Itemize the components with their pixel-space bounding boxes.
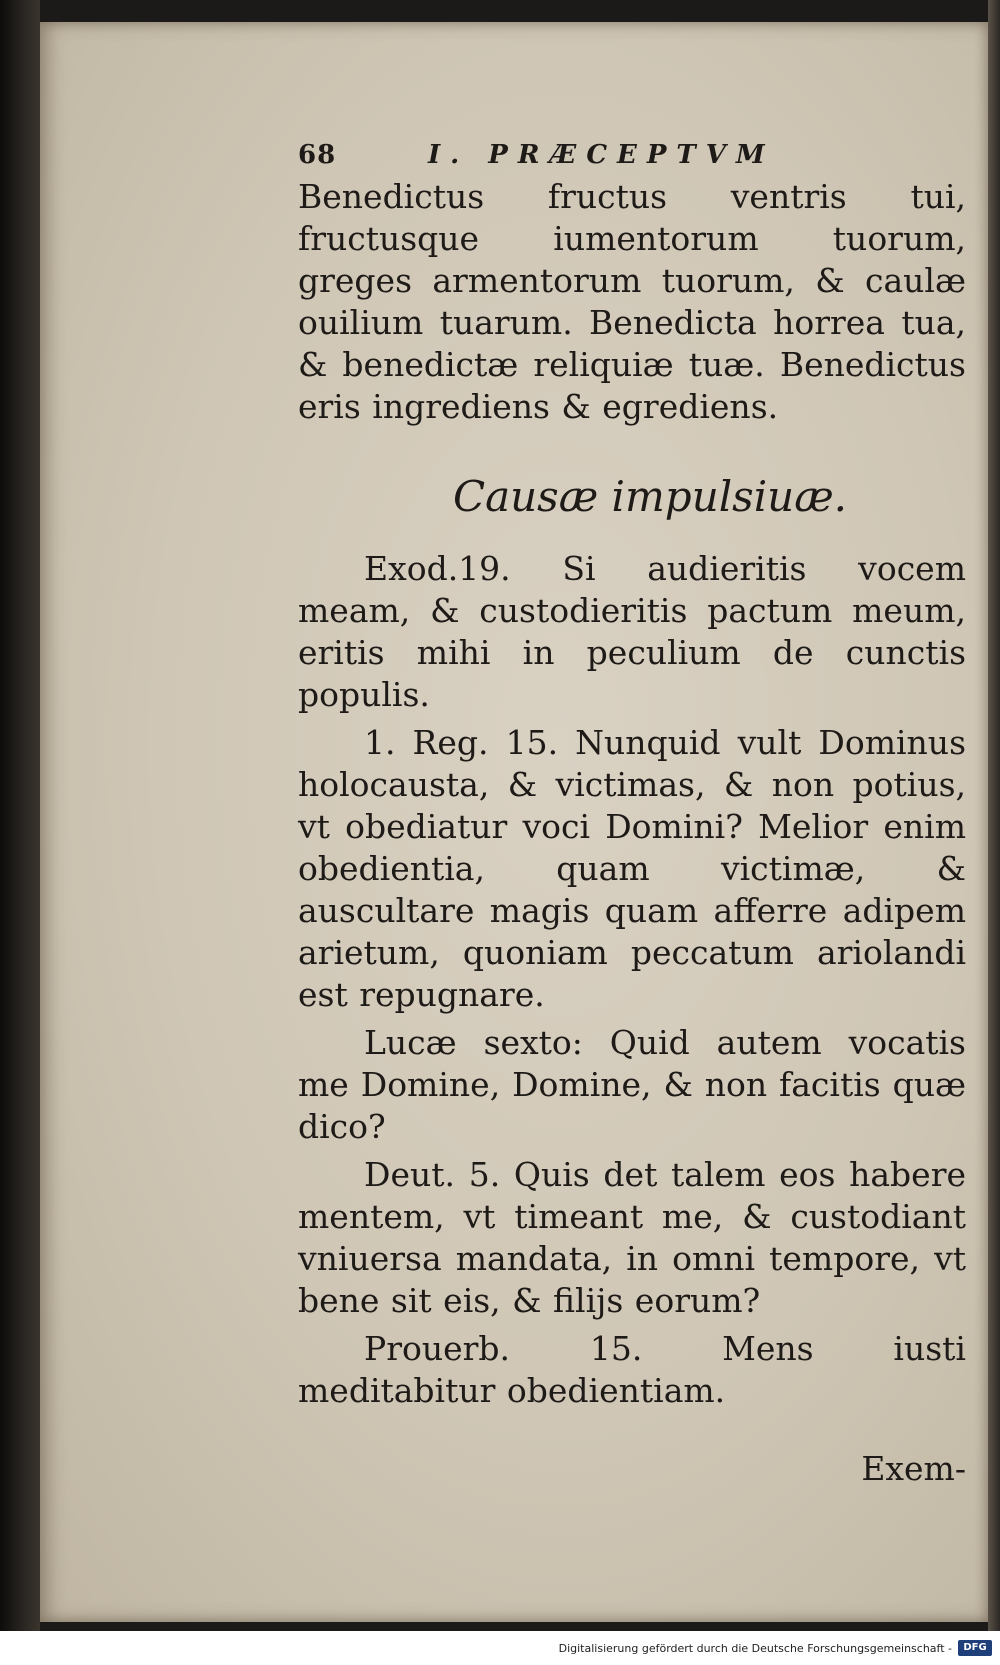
paragraph-benedictus: Benedictus fructus ventris tui, fructusque iumentorum tuorum, greges armentorum tuorum, & caulæ ouilium tuarum. Benedicta horrea tua, & benedictæ reliquiæ tuæ. Benedictus eris ingrediens & egrediens. <box>298 177 966 426</box>
book-spine-edge <box>0 0 40 1665</box>
section-heading: Causæ impulsiuæ. <box>452 472 848 521</box>
paragraph-exodus: Exod.19. Si audieritis vocem meam, & custodieritis pactum meum, eritis mihi in peculium de cunctis populis. <box>298 549 966 714</box>
book-page <box>40 22 988 1622</box>
paragraph-lucae: Lucæ sexto: Quid autem vocatis me Domine, Domine, & non facitis quæ dico? <box>298 1023 966 1146</box>
catchword: Exem- <box>861 1449 966 1488</box>
paragraph-regum: 1. Reg. 15. Nunquid vult Dominus holocausta, & victimas, & non potius, vt obediatur voci Domini? Melior enim obedientia, quam victimæ, & auscultare magis quam afferre adipem arietum, quoniam peccatum ariolandi est repugnare. <box>298 723 966 1014</box>
dfg-logo-icon: DFG <box>958 1640 992 1656</box>
page-fore-edge <box>988 0 1000 1665</box>
page-header <box>298 140 966 176</box>
page-text-block <box>298 140 966 1490</box>
paragraph-proverbs: Prouerb. 15. Mens iusti meditabitur obedientiam. <box>298 1329 966 1410</box>
page-number: 68 <box>298 140 337 170</box>
digitization-footer <box>0 1631 1000 1665</box>
paragraph-deuteronomy: Deut. 5. Quis det talem eos habere mentem, vt timeant me, & custodiant vniuersa mandata, in omni tempore, vt bene sit eis, & filijs eorum? <box>298 1155 966 1320</box>
funding-notice: Digitalisierung gefördert durch die Deutsche Forschungsgemeinschaft - <box>558 1641 952 1655</box>
running-head: I. PRÆCEPTVM <box>428 140 775 170</box>
